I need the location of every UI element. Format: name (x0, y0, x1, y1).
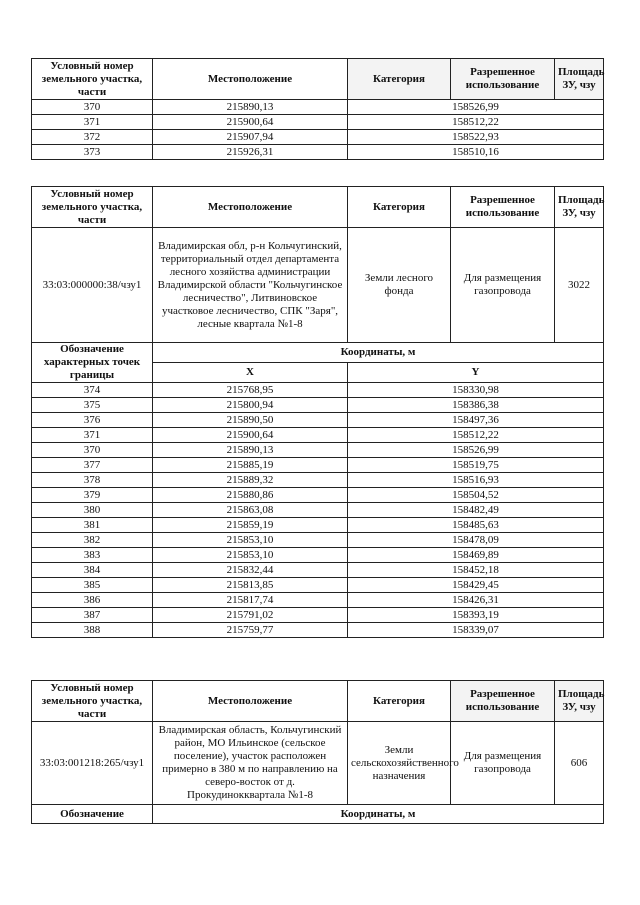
header-designation: Обозначение характерных точек границы (32, 343, 153, 383)
coordinate-x: 215832,44 (153, 563, 348, 578)
point-id: 378 (32, 473, 153, 488)
header-permitted-use: Разрешенное использование (451, 681, 555, 722)
point-id: 380 (32, 503, 153, 518)
coordinate-y: 158485,63 (348, 518, 604, 533)
point-id: 376 (32, 413, 153, 428)
coordinate-x: 215853,10 (153, 533, 348, 548)
coordinate-y: 158426,31 (348, 593, 604, 608)
point-id: 372 (32, 130, 153, 145)
coordinate-y: 158522,93 (348, 130, 604, 145)
coordinate-row (32, 623, 604, 638)
parcel-permitted-use: Для размещения газопровода (451, 722, 555, 805)
header-location: Местоположение (153, 681, 348, 722)
coordinate-row (32, 443, 604, 458)
point-id: 383 (32, 548, 153, 563)
header-category: Категория (348, 59, 451, 100)
coordinate-x: 215907,94 (153, 130, 348, 145)
coordinate-x: 215926,31 (153, 145, 348, 160)
coordinate-y: 158393,19 (348, 608, 604, 623)
parcel-area: 606 (555, 722, 604, 805)
coordinate-y: 158452,18 (348, 563, 604, 578)
coordinate-x: 215768,95 (153, 383, 348, 398)
coordinate-y: 158510,16 (348, 145, 604, 160)
header-coordinates: Координаты, м (153, 343, 604, 363)
coordinate-row (32, 518, 604, 533)
coordinate-x: 215800,94 (153, 398, 348, 413)
coordinate-row (32, 548, 604, 563)
coordinate-row (32, 608, 604, 623)
header-x: X (153, 363, 348, 383)
coordinates-table-continued (31, 58, 604, 160)
point-id: 373 (32, 145, 153, 160)
table-header-row (32, 681, 604, 722)
coordinate-row (32, 533, 604, 548)
coordinate-y: 158339,07 (348, 623, 604, 638)
parcel-permitted-use: Для размещения газопровода (451, 228, 555, 343)
coordinate-x: 215890,50 (153, 413, 348, 428)
coordinate-y: 158526,99 (348, 100, 604, 115)
coordinate-y: 158330,98 (348, 383, 604, 398)
parcel-info-row (32, 722, 604, 805)
header-parcel: Условный номер земельного участка, части (32, 187, 153, 228)
coordinate-x: 215791,02 (153, 608, 348, 623)
header-location: Местоположение (153, 59, 348, 100)
parcel-number: 33:03:001218:265/чзу1 (32, 722, 153, 805)
coordinate-y: 158512,22 (348, 428, 604, 443)
header-designation: Обозначение (32, 805, 153, 824)
coordinate-row (32, 503, 604, 518)
coordinate-x: 215859,19 (153, 518, 348, 533)
parcel-number: 33:03:000000:38/чзу1 (32, 228, 153, 343)
parcel-category: Земли лесного фонда (348, 228, 451, 343)
header-area: Площадь ЗУ, чзу (555, 59, 604, 100)
table-header-row (32, 59, 604, 100)
coordinate-row (32, 593, 604, 608)
coordinate-y: 158482,49 (348, 503, 604, 518)
point-id: 387 (32, 608, 153, 623)
coordinate-x: 215880,86 (153, 488, 348, 503)
point-id: 385 (32, 578, 153, 593)
point-id: 375 (32, 398, 153, 413)
coordinate-row (32, 398, 604, 413)
coordinate-x: 215900,64 (153, 115, 348, 130)
point-id: 382 (32, 533, 153, 548)
coordinate-row (32, 473, 604, 488)
coordinate-row (32, 413, 604, 428)
header-coordinates: Координаты, м (153, 805, 604, 824)
point-id: 379 (32, 488, 153, 503)
parcel-area: 3022 (555, 228, 604, 343)
coordinate-x: 215863,08 (153, 503, 348, 518)
point-id: 388 (32, 623, 153, 638)
coordinate-y: 158504,52 (348, 488, 604, 503)
coordinate-x: 215853,10 (153, 548, 348, 563)
point-id: 371 (32, 115, 153, 130)
parcel-table-265 (31, 680, 604, 824)
parcel-location: Владимирская обл, р-н Кольчугинский, территориальный отдел департамента лесного хозяйства администрации Владимирской области "Кольчугинское лесничество", Литвиновское участковое лесничество, СПК "Заря", лесные квартала №1-8 (153, 228, 348, 343)
point-id: 371 (32, 428, 153, 443)
coordinate-row (32, 383, 604, 398)
point-id: 370 (32, 100, 153, 115)
table2-body (32, 383, 604, 638)
coordinate-row (32, 488, 604, 503)
point-id: 377 (32, 458, 153, 473)
parcel-info-row (32, 228, 604, 343)
header-area: Площадь ЗУ, чзу (555, 187, 604, 228)
coordinate-y: 158469,89 (348, 548, 604, 563)
coordinate-row (32, 578, 604, 593)
coordinate-row (32, 458, 604, 473)
coordinate-y: 158512,22 (348, 115, 604, 130)
coordinates-header-row (32, 805, 604, 824)
coordinate-x: 215885,19 (153, 458, 348, 473)
coordinate-row (32, 428, 604, 443)
header-y: Y (348, 363, 604, 383)
point-id: 386 (32, 593, 153, 608)
header-parcel: Условный номер земельного участка, части (32, 59, 153, 100)
point-id: 374 (32, 383, 153, 398)
coordinate-row (32, 115, 604, 130)
header-category: Категория (348, 681, 451, 722)
coordinate-y: 158497,36 (348, 413, 604, 428)
header-area: Площадь ЗУ, чзу (555, 681, 604, 722)
parcel-location: Владимирская область, Кольчугинский район, МО Ильинское (сельское поселение), участок расположен примерно в 380 м по направлению на северо-восток от д. Прокудинокквартала №1-8 (153, 722, 348, 805)
coordinate-x: 215889,32 (153, 473, 348, 488)
coordinates-header-row (32, 343, 604, 363)
header-parcel: Условный номер земельного участка, части (32, 681, 153, 722)
coordinate-x: 215813,85 (153, 578, 348, 593)
coordinate-x: 215817,74 (153, 593, 348, 608)
coordinate-x: 215890,13 (153, 100, 348, 115)
coordinate-row (32, 563, 604, 578)
table1-body (32, 100, 604, 160)
parcel-table-38 (31, 186, 604, 638)
coordinate-x: 215900,64 (153, 428, 348, 443)
header-category: Категория (348, 187, 451, 228)
coordinate-y: 158429,45 (348, 578, 604, 593)
coordinate-row (32, 130, 604, 145)
parcel-category: Земли сельскохозяйственного назначения (348, 722, 451, 805)
coordinate-row (32, 100, 604, 115)
header-permitted-use: Разрешенное использование (451, 59, 555, 100)
header-permitted-use: Разрешенное использование (451, 187, 555, 228)
coordinate-row (32, 145, 604, 160)
point-id: 381 (32, 518, 153, 533)
coordinate-x: 215890,13 (153, 443, 348, 458)
coordinate-y: 158386,38 (348, 398, 604, 413)
coordinate-x: 215759,77 (153, 623, 348, 638)
header-location: Местоположение (153, 187, 348, 228)
coordinate-y: 158526,99 (348, 443, 604, 458)
coordinate-y: 158519,75 (348, 458, 604, 473)
coordinate-y: 158478,09 (348, 533, 604, 548)
table-header-row (32, 187, 604, 228)
point-id: 370 (32, 443, 153, 458)
point-id: 384 (32, 563, 153, 578)
coordinate-y: 158516,93 (348, 473, 604, 488)
